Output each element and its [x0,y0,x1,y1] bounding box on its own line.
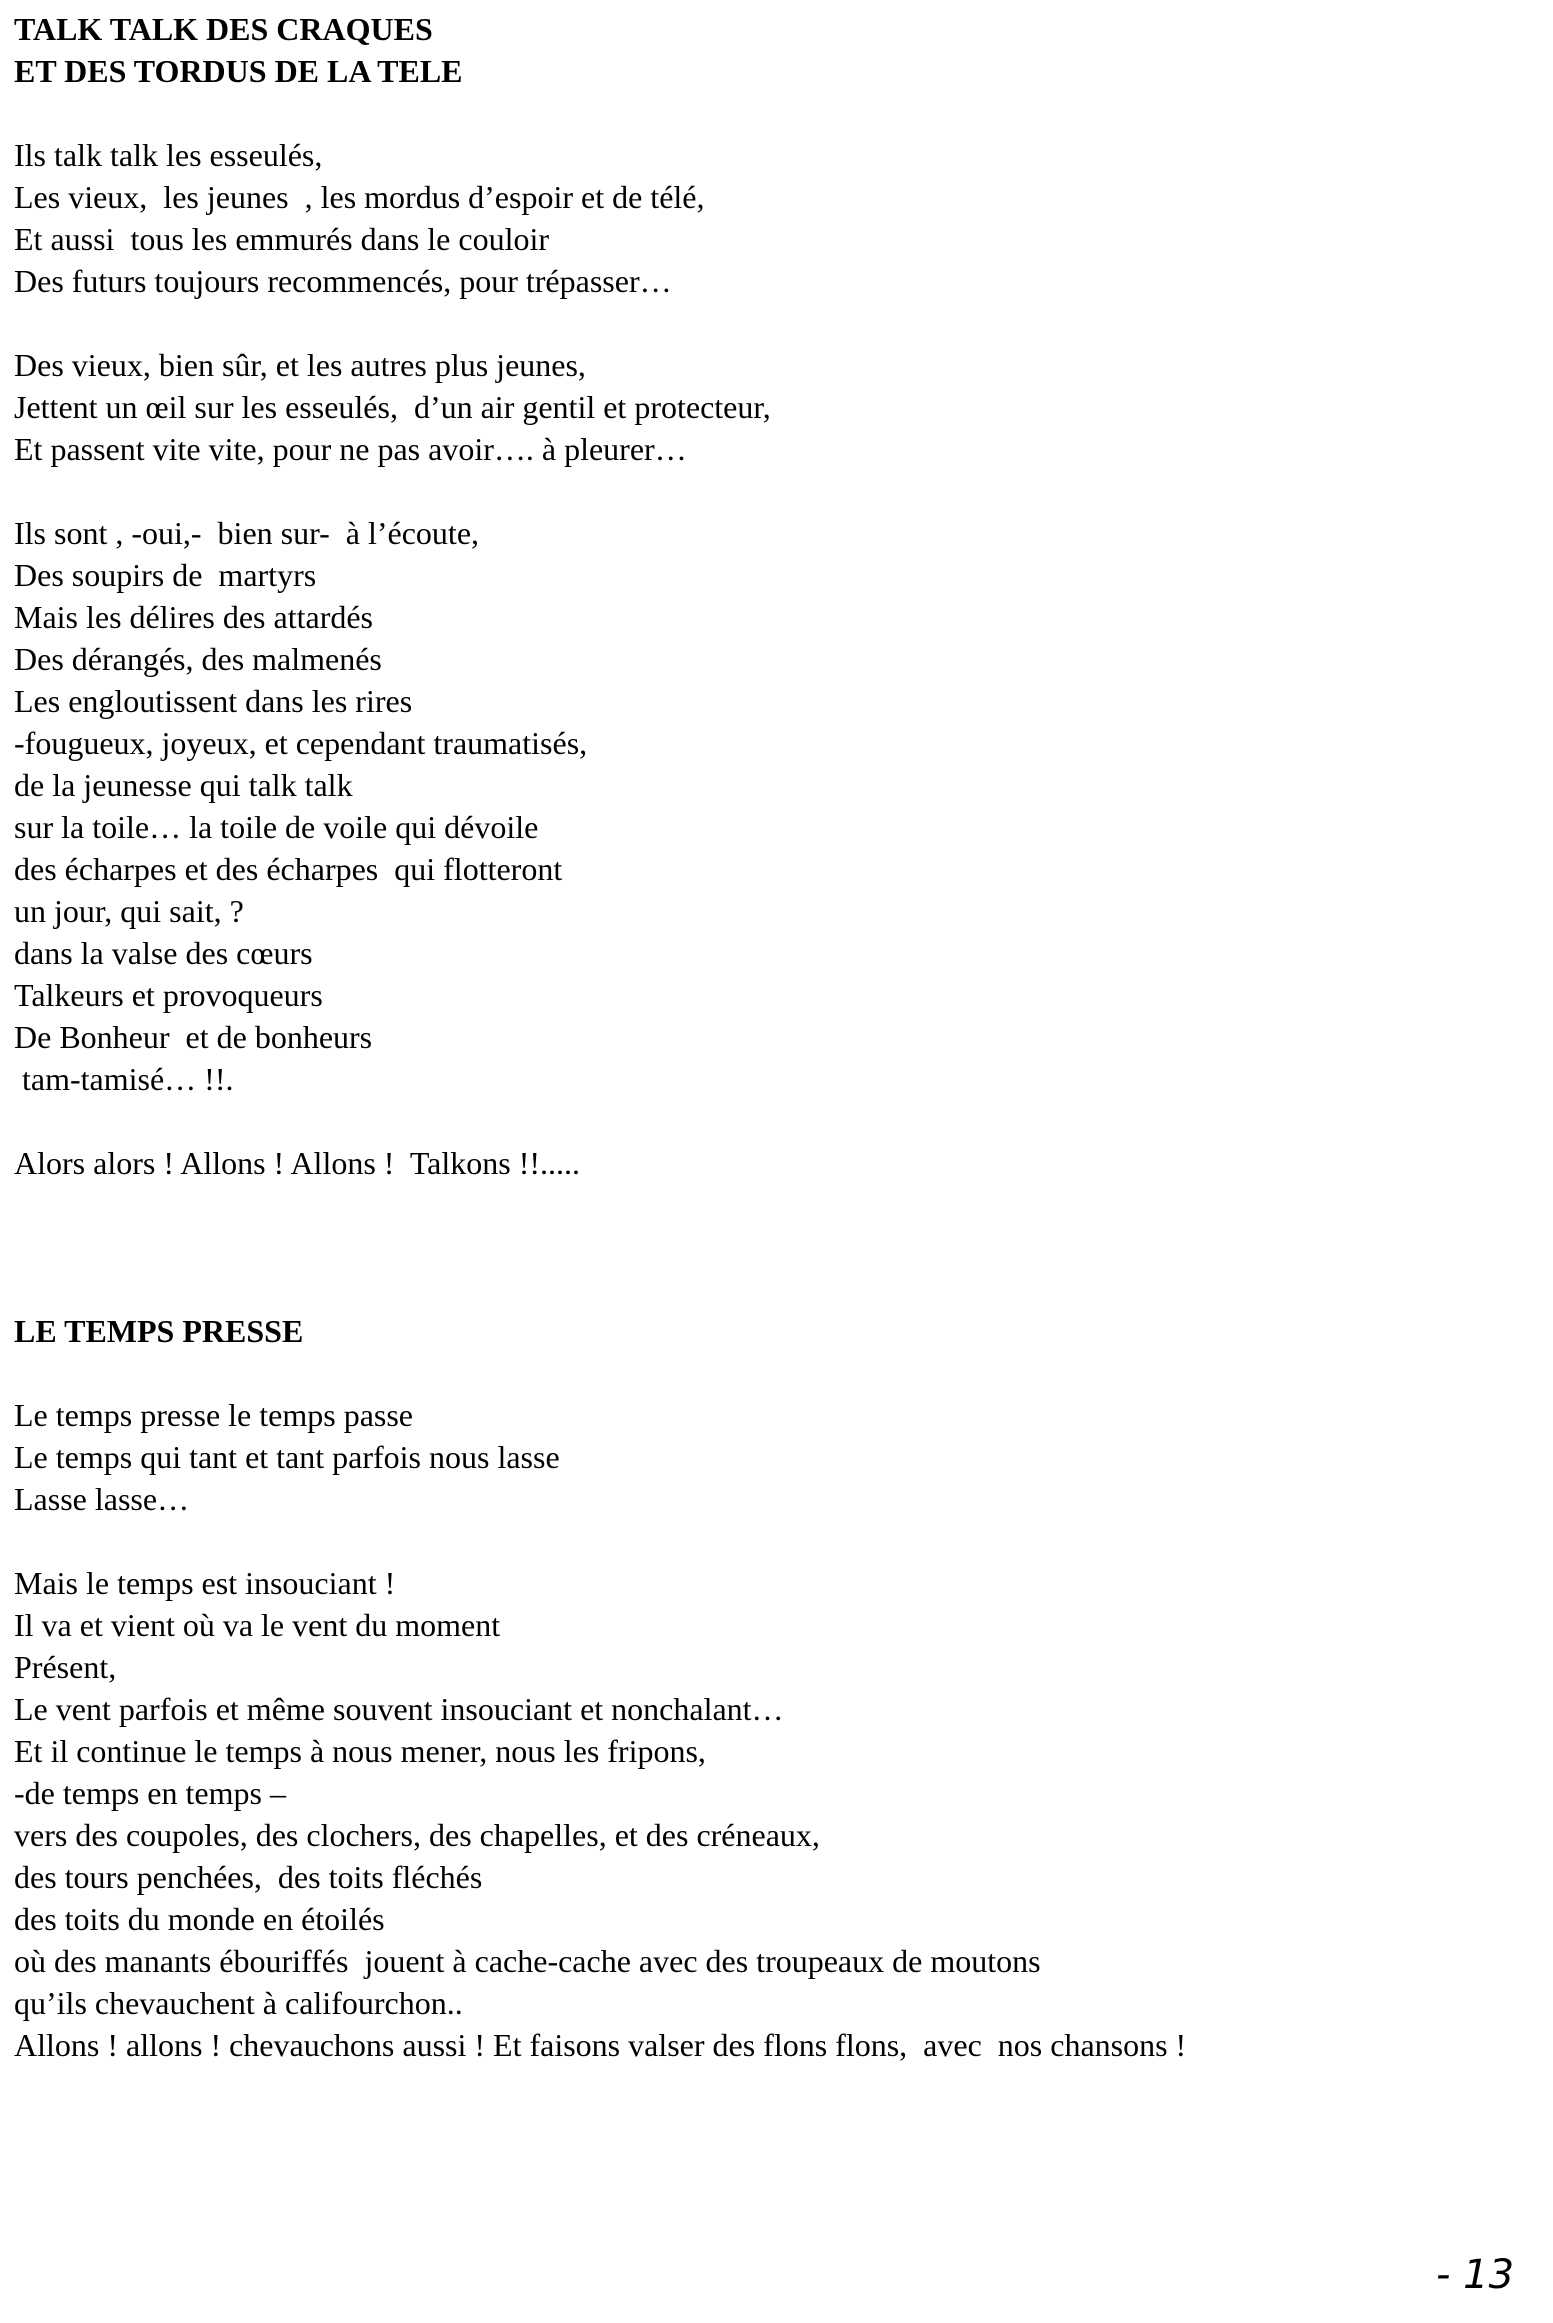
stanza-break [14,1100,1186,1142]
poems-container [14,8,1186,2066]
poem-line: Et il continue le temps à nous mener, nous les fripons, [14,1733,706,1769]
poem-line: dans la valse des cœurs [14,935,313,971]
poem-line: Présent, [14,1649,117,1685]
poem-line: -de temps en temps – [14,1775,286,1811]
poem-line: Alors alors ! Allons ! Allons ! Talkons !!..... [14,1145,581,1181]
poem-line: Et aussi tous les emmurés dans le couloir [14,221,550,257]
stanza-break [14,470,1186,512]
poem-line: Mais le temps est insouciant ! [14,1565,396,1601]
poem-line: Les engloutissent dans les rires [14,683,413,719]
stanza-break [14,1268,1186,1310]
stanza-break [14,302,1186,344]
poem-line: Jettent un œil sur les esseulés, d’un air gentil et protecteur, [14,389,771,425]
poem-line: Des vieux, bien sûr, et les autres plus jeunes, [14,347,586,383]
stanza-break [14,92,1186,134]
poem-line: vers des coupoles, des clochers, des chapelles, et des créneaux, [14,1817,820,1853]
poem-line: des toits du monde en étoilés [14,1901,385,1937]
poem-line: Le temps qui tant et tant parfois nous lasse [14,1439,560,1475]
poem-line: Il va et vient où va le vent du moment [14,1607,501,1643]
poem-line: Lasse lasse… [14,1481,190,1517]
poem-line: des écharpes et des écharpes qui flotteront [14,851,563,887]
poem-line: Ils sont , -oui,- bien sur- à l’écoute, [14,515,480,551]
stanza-break [14,1520,1186,1562]
poem-title: TALK TALK DES CRAQUES [14,11,433,47]
stanza-break [14,1352,1186,1394]
poem-line: un jour, qui sait, ? [14,893,244,929]
stanza-break [14,1184,1186,1226]
poem-line: de la jeunesse qui talk talk [14,767,353,803]
poem-line: Le temps presse le temps passe [14,1397,413,1433]
poem [14,8,1186,1310]
poem-title: LE TEMPS PRESSE [14,1313,304,1349]
poem-line: qu’ils chevauchent à califourchon.. [14,1985,463,2021]
poem-line: Mais les délires des attardés [14,599,373,635]
poem-line: des tours penchées, des toits fléchés [14,1859,483,1895]
poem-line: Et passent vite vite, pour ne pas avoir…. à pleurer… [14,431,687,467]
poem-line: -fougueux, joyeux, et cependant traumatisés, [14,725,588,761]
poem-line: De Bonheur et de bonheurs [14,1019,373,1055]
poem-line: Les vieux, les jeunes , les mordus d’espoir et de télé, [14,179,705,215]
poem-line: où des manants ébouriffés jouent à cache-cache avec des troupeaux de moutons [14,1943,1041,1979]
poem-line: Talkeurs et provoqueurs [14,977,323,1013]
page-number: - 13 [1436,2252,1515,2298]
poem [14,1310,1186,2066]
poem-line: Le vent parfois et même souvent insouciant et nonchalant… [14,1691,784,1727]
poem-line: tam-tamisé… !!. [14,1061,234,1097]
poem-line: Ils talk talk les esseulés, [14,137,323,173]
poem-title: ET DES TORDUS DE LA TELE [14,53,463,89]
poem-line: Des dérangés, des malmenés [14,641,382,677]
poem-line: sur la toile… la toile de voile qui dévoile [14,809,539,845]
stanza-break [14,1226,1186,1268]
poem-line: Des soupirs de martyrs [14,557,317,593]
poem-line: Des futurs toujours recommencés, pour trépasser… [14,263,672,299]
poem-line: Allons ! allons ! chevauchons aussi ! Et faisons valser des flons flons, avec nos chansons ! [14,2027,1187,2063]
